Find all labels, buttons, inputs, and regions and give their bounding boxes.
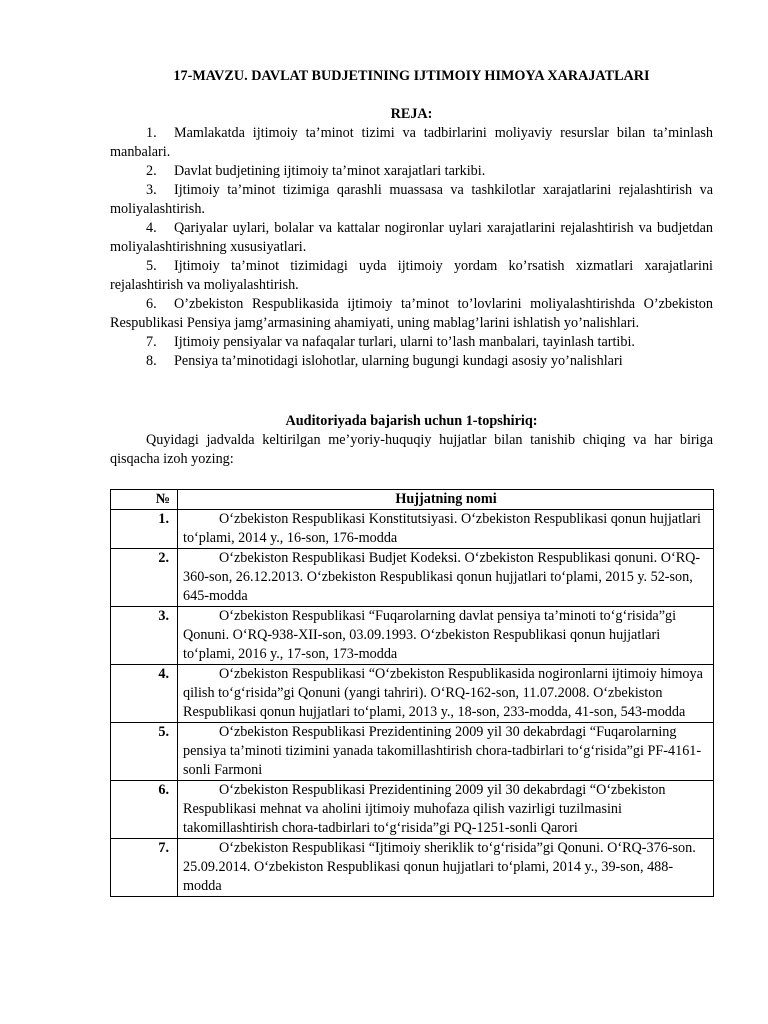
plan-item-number: 5. — [146, 258, 157, 274]
plan-item-number: 2. — [146, 163, 157, 179]
row-number: 3. — [111, 607, 178, 665]
row-number: 2. — [111, 549, 178, 607]
plan-item-text: Ijtimoiy ta’minot tizimiga qarashli muassasa va tashkilotlar xarajatlarini rejalashtirish va moliyalashtirish. — [110, 182, 713, 217]
row-number: 4. — [111, 665, 178, 723]
row-document-name: O‘zbekiston Respublikasi “O‘zbekiston Respublikasida nogironlarni ijtimoiy himoya qilish to‘g‘risida”gi Qonuni (yangi tahriri). O‘RQ-162-son, 11.07.2008. O‘zbekiston Respublikasi qonun hujjatlari to‘plami, 2013 y., 18-son, 233-modda, 41-son, 543-modda — [178, 665, 714, 723]
row-document-name: O‘zbekiston Respublikasi “Fuqarolarning davlat pensiya ta’minoti to‘g‘risida”gi Qonuni. O‘RQ-938-XII-son, 03.09.1993. O‘zbekiston Respublikasi qonun hujjatlari to‘plami, 2016 y., 17-son, 173-modda — [178, 607, 714, 665]
plan-item-number: 6. — [146, 296, 157, 312]
table-row — [111, 839, 714, 897]
row-number: 6. — [111, 781, 178, 839]
row-document-name: O‘zbekiston Respublikasi Prezidentining 2009 yil 30 dekabrdagi “Fuqarolarning pensiya ta’minoti tizimini yanada takomillashtirish chora-tadbirlari to‘g‘risida”gi PF-4161-sonli Farmoni — [178, 723, 714, 781]
plan-item — [110, 181, 713, 219]
plan-item — [110, 257, 713, 295]
plan-item-number: 4. — [146, 220, 157, 236]
table-row — [111, 723, 714, 781]
row-document-name: O‘zbekiston Respublikasi “Ijtimoiy sheriklik to‘g‘risida”gi Qonuni. O‘RQ-376-son. 25.09.2014. O‘zbekiston Respublikasi qonun hujjatlari to‘plami, 2014 y., 39-son, 488-modda — [178, 839, 714, 897]
row-document-name: O‘zbekiston Respublikasi Konstitutsiyasi. O‘zbekiston Respublikasi qonun hujjatlari to‘plami, 2014 y., 16-son, 176-modda — [178, 510, 714, 549]
plan-item-text: Pensiya ta’minotidagi islohotlar, ularning bugungi kundagi asosiy yo’nalishlari — [174, 353, 623, 369]
plan-heading: REJA: — [390, 106, 433, 122]
plan-item-number: 3. — [146, 182, 157, 198]
table-row — [111, 549, 714, 607]
plan-item — [110, 352, 713, 371]
row-number: 7. — [111, 839, 178, 897]
table-row — [111, 607, 714, 665]
legal-documents-table — [110, 489, 714, 897]
row-document-name: O‘zbekiston Respublikasi Budjet Kodeksi. O‘zbekiston Respublikasi qonuni. O‘RQ-360-son, 26.12.2013. O‘zbekiston Respublikasi qonun hujjatlari to‘plami, 2015 y. 52-son, 645-modda — [178, 549, 714, 607]
plan-item-number: 8. — [146, 353, 157, 369]
plan-item — [110, 124, 713, 162]
plan-item-number: 7. — [146, 334, 157, 350]
plan-item — [110, 162, 713, 181]
plan-item-text: Qariyalar uylari, bolalar va kattalar nogironlar uylari xarajatlarini rejalashtirish va budjetdan moliyalashtirishning xususiyatlari. — [110, 220, 713, 255]
document-title: 17-MAVZU. DAVLAT BUDJETINING IJTIMOIY HIMOYA XARAJATLARI — [173, 68, 650, 84]
plan-list — [110, 124, 713, 371]
row-number: 1. — [111, 510, 178, 549]
table-row — [111, 510, 714, 549]
plan-item — [110, 219, 713, 257]
header-number: № — [111, 490, 178, 510]
plan-item-text: Ijtimoiy pensiyalar va nafaqalar turlari, ularni to’lash manbalari, tayinlash tartibi. — [174, 334, 635, 350]
plan-item-text: Ijtimoiy ta’minot tizimidagi uyda ijtimoiy yordam ko’rsatish xizmatlari xarajatlarini rejalashtirish va moliyalashtirish. — [110, 258, 713, 293]
row-number: 5. — [111, 723, 178, 781]
plan-item — [110, 295, 713, 333]
task-intro: Quyidagi jadvalda keltirilgan me’yoriy-huquqiy hujjatlar bilan tanishib chiqing va har biriga qisqacha izoh yozing: — [110, 432, 713, 467]
plan-item-text: Davlat budjetining ijtimoiy ta’minot xarajatlari tarkibi. — [174, 163, 486, 179]
table-row — [111, 781, 714, 839]
plan-item-text: O’zbekiston Respublikasida ijtimoiy ta’minot to’lovlarini moliyalashtirishda O’zbekiston Respublikasi Pensiya jamg’armasining ahamiyati, uning mablag’larini ishlatish yo’nalishlari. — [110, 296, 713, 331]
table-header-row — [111, 490, 714, 510]
task-heading: Auditoriyada bajarish uchun 1-topshiriq: — [285, 413, 538, 429]
table-row — [111, 665, 714, 723]
row-document-name: O‘zbekiston Respublikasi Prezidentining 2009 yil 30 dekabrdagi “O‘zbekiston Respublikasi mehnat va aholini ijtimoiy muhofaza qilish vazirligi tuzilmasini takomillashtirish chora-tadbirlari to‘g‘risida”gi PQ-1251-sonli Qarori — [178, 781, 714, 839]
plan-item — [110, 333, 713, 352]
header-document-name: Hujjatning nomi — [178, 490, 714, 510]
plan-item-text: Mamlakatda ijtimoiy ta’minot tizimi va tadbirlarini moliyaviy resurslar bilan ta’minlash manbalari. — [110, 125, 713, 160]
plan-item-number: 1. — [146, 125, 157, 141]
